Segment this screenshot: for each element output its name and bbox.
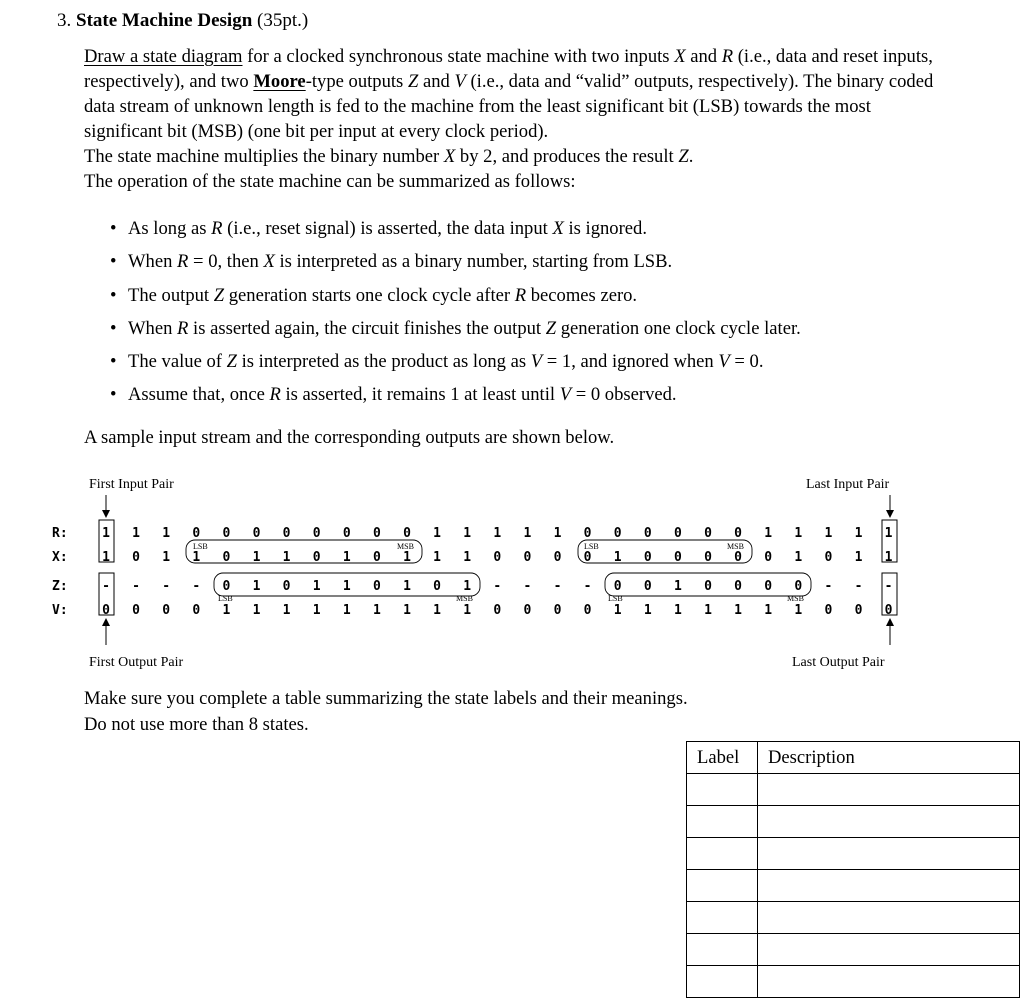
signal-value: 1 xyxy=(704,603,712,618)
signal-value: 1 xyxy=(523,526,532,541)
signal-value: 0 xyxy=(734,579,743,594)
signal-value: 1 xyxy=(794,603,803,618)
first-output-arrow xyxy=(102,618,110,645)
note-line: Do not use more than 8 states. xyxy=(84,714,309,735)
signal-value: 1 xyxy=(312,603,321,618)
label-cell[interactable] xyxy=(687,806,758,838)
signal-value: 0 xyxy=(372,526,381,541)
signal-value: 0 xyxy=(192,526,201,541)
description-cell[interactable] xyxy=(758,774,1020,806)
signal-value: 0 xyxy=(403,526,411,541)
signal-value: 0 xyxy=(312,526,321,541)
signal-value: 0 xyxy=(704,526,712,541)
signal-value: 0 xyxy=(222,526,231,541)
signal-value: 1 xyxy=(463,603,472,618)
signal-value: - xyxy=(553,579,562,594)
instructions-note xyxy=(84,686,688,738)
label-cell[interactable] xyxy=(687,902,758,934)
table-row xyxy=(687,806,1020,838)
problem-description xyxy=(84,44,944,194)
x-group-box-2 xyxy=(578,540,752,563)
signal-value: 1 xyxy=(463,579,472,594)
paragraph-1: Draw a state diagram for a clocked synchronous state machine with two inputs X and R (i.e., data and reset inputs, respectively), and two Moore-type outputs Z and V (i.e., data and “valid” outputs, respectively). The binary coded data stream of unknown length is fed to the machine from the least significant bit (LSB) towards the most significant bit (MSB) (one bit per input at every clock period). xyxy=(84,46,934,142)
signal-value: 0 xyxy=(583,526,592,541)
operation-bullet-list xyxy=(110,216,801,416)
table-row xyxy=(687,838,1020,870)
last-output-label: Last Output Pair xyxy=(792,655,885,670)
description-cell[interactable] xyxy=(758,806,1020,838)
label-cell[interactable] xyxy=(687,838,758,870)
signal-value: 0 xyxy=(162,603,171,618)
signal-value: 0 xyxy=(192,603,201,618)
msb-tag: MSB xyxy=(727,542,744,551)
last-output-arrow xyxy=(886,618,894,645)
table-header-description: Description xyxy=(758,742,1020,774)
signal-value: 0 xyxy=(252,526,261,541)
description-cell[interactable] xyxy=(758,870,1020,902)
signal-value: 0 xyxy=(372,579,381,594)
signal-value: 0 xyxy=(433,579,442,594)
signal-value: 1 xyxy=(854,550,863,565)
signal-value: 1 xyxy=(312,579,321,594)
signal-value: 0 xyxy=(583,550,592,565)
signal-value: 1 xyxy=(463,526,472,541)
signal-value: 1 xyxy=(132,526,141,541)
signal-value: 1 xyxy=(102,550,110,565)
description-cell[interactable] xyxy=(758,934,1020,966)
signal-value: 1 xyxy=(403,550,411,565)
last-input-label: Last Input Pair xyxy=(806,477,890,492)
signal-value: 0 xyxy=(704,550,712,565)
signal-value: 1 xyxy=(282,603,291,618)
signal-value: 1 xyxy=(613,550,622,565)
note-line: Make sure you complete a table summarizing the state labels and their meanings. xyxy=(84,688,688,709)
signal-value: 0 xyxy=(643,579,652,594)
x-group-box-1 xyxy=(186,540,422,563)
signal-value: - xyxy=(192,579,201,594)
signal-value: 0 xyxy=(764,579,773,594)
signal-value: 0 xyxy=(884,603,893,618)
signal-value: 0 xyxy=(372,550,381,565)
table-row xyxy=(687,870,1020,902)
label-cell[interactable] xyxy=(687,966,758,998)
label-cell[interactable] xyxy=(687,934,758,966)
lsb-tag: LSB xyxy=(584,542,599,551)
signal-value: - xyxy=(523,579,532,594)
lsb-tag: LSB xyxy=(193,542,208,551)
signal-value: 0 xyxy=(673,550,682,565)
last-input-arrow xyxy=(886,495,894,518)
signal-value: 0 xyxy=(734,550,743,565)
table-row xyxy=(687,966,1020,998)
signal-value: 1 xyxy=(643,603,652,618)
problem-title: State Machine Design xyxy=(76,10,253,31)
signal-name-r: R: xyxy=(52,526,68,541)
signal-value: 1 xyxy=(734,603,743,618)
problem-number: 3. xyxy=(57,10,72,31)
description-cell[interactable] xyxy=(758,838,1020,870)
signal-value: 0 xyxy=(282,579,291,594)
signal-value: 1 xyxy=(222,603,231,618)
signal-value: - xyxy=(162,579,171,594)
signal-value: 1 xyxy=(162,550,171,565)
signal-value: 1 xyxy=(192,550,201,565)
label-cell[interactable] xyxy=(687,870,758,902)
signal-value: 1 xyxy=(403,603,411,618)
signal-value: 1 xyxy=(884,550,893,565)
signal-value: 0 xyxy=(794,579,803,594)
signal-value: 1 xyxy=(673,579,682,594)
signal-value: 1 xyxy=(764,526,773,541)
signal-value: 0 xyxy=(222,579,231,594)
signal-value: 1 xyxy=(854,526,863,541)
signal-value: 1 xyxy=(282,550,291,565)
msb-tag: MSB xyxy=(787,594,804,603)
signal-value: - xyxy=(102,579,110,594)
bullet-item: • When R = 0, then X is interpreted as a binary number, starting from LSB. xyxy=(110,249,801,282)
draw-state-diagram-text: Draw a state diagram xyxy=(84,46,243,67)
signal-value: 1 xyxy=(252,579,261,594)
signal-value: 1 xyxy=(372,603,381,618)
signal-value: 0 xyxy=(583,603,592,618)
description-cell[interactable] xyxy=(758,902,1020,934)
signal-value: 1 xyxy=(553,526,562,541)
signal-value: 0 xyxy=(523,550,532,565)
signal-value: 1 xyxy=(433,550,442,565)
signal-value: - xyxy=(854,579,863,594)
table-row xyxy=(687,934,1020,966)
signal-value: 1 xyxy=(162,526,171,541)
signal-name-v: V: xyxy=(52,603,68,618)
signal-value: 1 xyxy=(342,550,351,565)
signal-value: 0 xyxy=(102,603,110,618)
signal-value: 0 xyxy=(673,526,682,541)
sample-intro-text: A sample input stream and the corresponding outputs are shown below. xyxy=(84,427,615,448)
signal-value: 0 xyxy=(553,550,562,565)
table-row xyxy=(687,774,1020,806)
signal-value: 1 xyxy=(794,526,803,541)
signal-value: 0 xyxy=(704,579,712,594)
description-cell[interactable] xyxy=(758,966,1020,998)
signal-value: 1 xyxy=(884,526,893,541)
signal-value: 1 xyxy=(463,550,472,565)
signal-value: 1 xyxy=(673,603,682,618)
signal-name-z: Z: xyxy=(52,579,68,594)
signal-name-x: X: xyxy=(52,550,68,565)
signal-value: 1 xyxy=(794,550,803,565)
bullet-item: • The value of Z is interpreted as the product as long as V = 1, and ignored when V = 0. xyxy=(110,349,801,382)
signal-value: 0 xyxy=(493,603,502,618)
state-label-table xyxy=(686,741,1020,998)
lsb-tag: LSB xyxy=(608,594,623,603)
bullet-item: • When R is asserted again, the circuit finishes the output Z generation one clock cycle later. xyxy=(110,316,801,349)
signal-value: 0 xyxy=(282,526,291,541)
problem-points: (35pt.) xyxy=(257,10,309,31)
signal-value: 1 xyxy=(764,603,773,618)
signal-value: 0 xyxy=(613,579,622,594)
signal-value: 1 xyxy=(433,603,442,618)
signal-value: 1 xyxy=(493,526,502,541)
first-input-label: First Input Pair xyxy=(89,477,174,492)
msb-tag: MSB xyxy=(397,542,414,551)
bullet-item: • The output Z generation starts one clock cycle after R becomes zero. xyxy=(110,283,801,316)
signal-value: 1 xyxy=(613,603,622,618)
problem-heading xyxy=(57,10,308,32)
signal-value: - xyxy=(132,579,141,594)
signal-value: 1 xyxy=(252,603,261,618)
table-header-label: Label xyxy=(687,742,758,774)
signal-value: 0 xyxy=(643,526,652,541)
signal-value: 0 xyxy=(824,603,833,618)
signal-value: 1 xyxy=(252,550,261,565)
signal-value: 0 xyxy=(553,603,562,618)
table-row xyxy=(687,902,1020,934)
signal-value: 0 xyxy=(132,550,141,565)
signal-value: 0 xyxy=(523,603,532,618)
signal-value: 0 xyxy=(613,526,622,541)
signal-value: 0 xyxy=(493,550,502,565)
timing-diagram xyxy=(0,460,1024,680)
paragraph-2: The state machine multiplies the binary number X by 2, and produces the result Z. xyxy=(84,146,694,167)
moore-keyword: Moore xyxy=(253,71,306,92)
signal-value: 1 xyxy=(102,526,110,541)
signal-value: 0 xyxy=(643,550,652,565)
lsb-tag: LSB xyxy=(218,594,233,603)
bullet-item: • Assume that, once R is asserted, it remains 1 at least until V = 0 observed. xyxy=(110,382,801,415)
first-output-label: First Output Pair xyxy=(89,655,184,670)
signal-value: 1 xyxy=(403,579,411,594)
paragraph-3: The operation of the state machine can be summarized as follows: xyxy=(84,171,576,192)
msb-tag: MSB xyxy=(456,594,473,603)
signal-value: - xyxy=(493,579,502,594)
signal-value: - xyxy=(824,579,833,594)
signal-value: 0 xyxy=(132,603,141,618)
signal-value: 0 xyxy=(854,603,863,618)
signal-value: 0 xyxy=(342,526,351,541)
first-input-arrow xyxy=(102,495,110,518)
bullet-item: • As long as R (i.e., reset signal) is asserted, the data input X is ignored. xyxy=(110,216,801,249)
signal-value: - xyxy=(583,579,592,594)
signal-value: 0 xyxy=(222,550,231,565)
signal-value: 0 xyxy=(734,526,743,541)
label-cell[interactable] xyxy=(687,774,758,806)
signal-value: 1 xyxy=(433,526,442,541)
signal-value: 0 xyxy=(764,550,773,565)
signal-value: 0 xyxy=(312,550,321,565)
signal-value: - xyxy=(884,579,893,594)
signal-value: 0 xyxy=(824,550,833,565)
signal-value: 1 xyxy=(824,526,833,541)
signal-value: 1 xyxy=(342,603,351,618)
signal-value: 1 xyxy=(342,579,351,594)
